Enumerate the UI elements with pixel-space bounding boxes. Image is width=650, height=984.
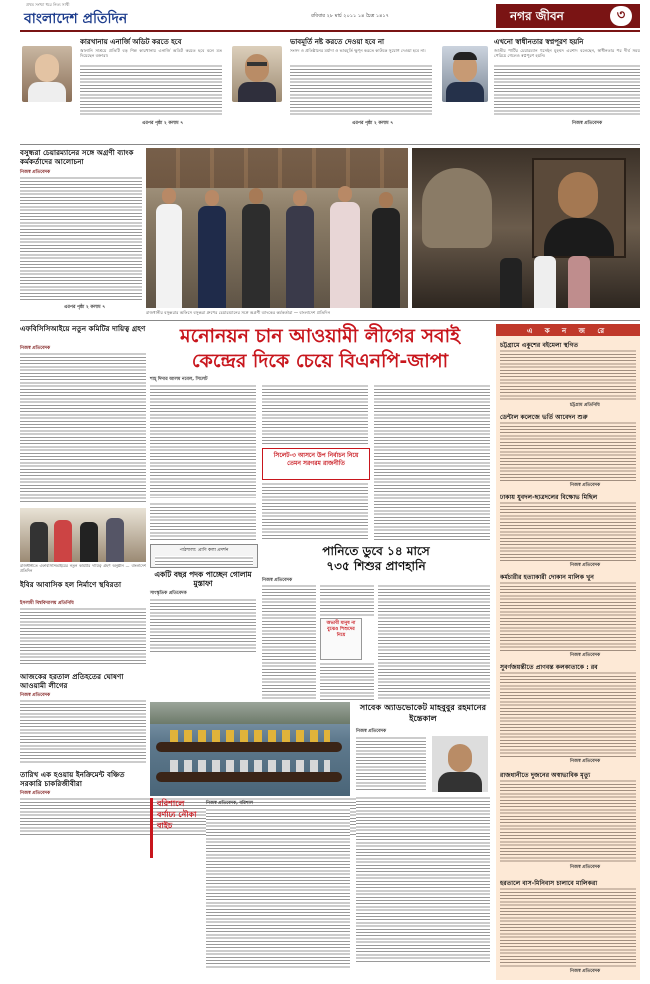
side-news-6-source: নিজস্ব প্রতিবেদক (570, 865, 601, 870)
increment-byline: নিজস্ব প্রতিবেদক (20, 791, 51, 796)
portrait-photo (442, 46, 488, 102)
fbcci-byline: নিজস্ব প্রতিবেদক (20, 346, 51, 351)
page-number: ৩ (616, 8, 626, 23)
hall-headline: ইবির আবাসিক হল নির্মাণে স্থবিরতা (20, 580, 122, 589)
side-news-2-headline: ডেন্টাল কলেজে ভর্তি আবেদন শুরু (500, 414, 588, 421)
drowning-box-text: অভাবী মানুষ না বুঝেও শিশুদের নিয়ে (326, 621, 356, 638)
hall-byline: ইসলামী বিশ্ববিদ্যালয় প্রতিনিধি (20, 601, 74, 606)
top-story-1-text: জ্বালানি সাশ্রয়ে প্রতিটি বড় শিল্প কারখানায় এনার্জি অডিট করতে হবে বলে মত দিয়েছেন বক্তারা। (80, 48, 222, 59)
drowning-byline: নিজস্ব প্রতিবেদক (262, 578, 293, 583)
side-news-3-headline: ঢাকায় যুবদল-ছাত্রদলের বিক্ষোভ মিছিল (500, 494, 598, 501)
fbcci-photo (20, 508, 146, 562)
boat-race-title-box (150, 798, 205, 858)
fbcci-headline: এফবিসিসিআইয়ে নতুন কমিটির দায়িত্ব গ্রহণ (20, 324, 146, 333)
boat-race-story (206, 800, 350, 960)
side-news-1-source: চট্টগ্রাম প্রতিনিধি (570, 403, 600, 408)
top-story-2-headline: ভাবমূর্তি নষ্ট করতে দেওয়া হবে না (290, 38, 385, 46)
portrait-photo (22, 46, 72, 102)
top-story-2 (232, 36, 432, 140)
award-byline: সাংস্কৃতিক প্রতিবেদক (150, 591, 187, 596)
photo-caption: রাজধানীর বসুন্ধরার অফিসে বসুন্ধরা গ্রুপের চেয়ারম্যানের সঙ্গে অগ্রণী ব্যাংকের কর্মকর্তারা — বাংলাদেশ প্রতিদিন (146, 310, 331, 315)
top-story-3-byline: নিজস্ব প্রতিবেদক (572, 121, 603, 126)
lead-headline-line2: কেন্দ্রের দিকে চেয়ে বিএনপি-জাপা (191, 350, 449, 372)
drowning-headline-line2: ৭৩৫ শিশুর প্রাণহানি (326, 559, 426, 573)
masthead-tagline: প্রথম সংখ্যা ধরে নিত্য সাথী (26, 2, 70, 7)
increment-story (20, 770, 146, 960)
top-story-2-continued: এরপর পৃষ্ঠা ২ কলাম ৭ (352, 121, 394, 126)
top-story-1-continued: এরপর পৃষ্ঠা ২ কলাম ৭ (142, 121, 184, 126)
top-story-1 (22, 36, 222, 140)
obituary-story (356, 702, 490, 964)
top-story-3 (442, 36, 640, 140)
mini-box-caption: পাঠশালা: প্রাণি কলা প্রদর্শন (179, 548, 229, 553)
sidebar-band (496, 324, 640, 336)
obituary-headline: সাবেক অ্যাডভোকেট মাহবুবুর রহমানের ইন্তেকাল (359, 702, 487, 723)
meeting-continued: এরপর পৃষ্ঠা ২ কলাম ৭ (64, 305, 106, 310)
drowning-box (320, 618, 362, 660)
side-news-4-headline: কর্মচারীর হত্যাকারী দোকান মালিক খুন (500, 574, 594, 581)
page-number-badge (610, 6, 632, 26)
side-news-7-source: নিজস্ব প্রতিবেদক (570, 969, 601, 974)
meeting-story (20, 148, 142, 316)
portrait-photo (232, 46, 282, 102)
boat-race-headline: বরিশালে বর্ণাঢ্য নৌকা বাইচ (157, 799, 197, 830)
strike-byline: নিজস্ব প্রতিবেদক (20, 693, 51, 698)
section-name: নগর জীবন (510, 9, 564, 23)
meeting-byline: নিজস্ব প্রতিবেদক (20, 170, 51, 175)
hall-story (20, 580, 146, 666)
side-news-3-source: নিজস্ব প্রতিবেদক (570, 563, 601, 568)
masthead-logo: বাংলাদেশ প্রতিদিন (24, 11, 128, 27)
award-headline: একটি বছর পদক পাচ্ছেন গোলাম মুস্তাফা (154, 570, 252, 589)
fbcci-photo-caption: রাজধানীতে এফবিসিসিআইয়ের নতুন কমিটির দায়িত্ব গ্রহণ অনুষ্ঠান — বাংলাদেশ প্রতিদিন (20, 564, 146, 573)
masthead (0, 0, 650, 30)
portrait-hall-photo (412, 148, 640, 308)
top-story-3-text: জাতীয় পার্টির চেয়ারম্যান হুসেইন মুহম্মদ এরশাদ বলেছেন, স্বাধীনতার পর দীর্ঘ সময় পেরিয়ে গেলেও স্বপ্নপূরণ হয়নি। (494, 48, 640, 59)
lead-box-text: সিলেট-৩ আসনে উপ নির্বাচন নিয়ে তেমন সরগরম রাজনীতি (273, 452, 359, 467)
side-news-7-headline: হরতালে বাস-মিনিবাস চালাবে মালিকরা (500, 880, 598, 887)
fbcci-story (20, 324, 146, 574)
obituary-portrait (432, 736, 488, 792)
sidebar-title: এ ক ন জ রে (526, 327, 610, 335)
obituary-byline: নিজস্ব প্রতিবেদক (356, 729, 387, 734)
masthead-date: রবিবার ২৮ মার্চ ২০১১ ১৪ চৈত্র ১৪১৭ (311, 13, 389, 19)
masthead-rule (20, 30, 640, 32)
lead-headline-line1: মনোনয়ন চান আওয়ামী লীগের সবাই (180, 325, 460, 347)
drowning-headline-line1: পানিতে ডুবে ১৪ মাসে (322, 544, 430, 558)
drowning-story (262, 544, 490, 700)
boat-race-photo (150, 702, 350, 796)
top-story-1-headline: কারখানায় এনার্জি অডিট করতে হবে (80, 38, 182, 46)
lead-byline: শাহ্ দিদার আলম নবেল, সিলেট (150, 377, 208, 382)
increment-headline: তারিখ এক হওয়ায় ইনক্রিমেন্ট বঞ্চিত সরকারি চাকরিজীবীরা (20, 770, 125, 788)
mini-box (150, 544, 258, 568)
strike-story (20, 672, 146, 764)
side-news-6-headline: রাজধানীতে দুজনের অস্বাভাবিক মৃত্যু (500, 772, 591, 779)
side-news-4-source: নিজস্ব প্রতিবেদক (570, 653, 601, 658)
side-news-2-source: নিজস্ব প্রতিবেদক (570, 483, 601, 488)
meeting-photo (146, 148, 408, 308)
lead-box (262, 448, 370, 480)
sidebar (496, 324, 640, 980)
side-news-5-source: নিজস্ব প্রতিবেদক (570, 759, 601, 764)
top-story-3-headline: এখনো স্বাধীনতার স্বপ্নপূরণ হয়নি (494, 38, 584, 46)
top-story-2-text: সংসদ ও প্রতিষ্ঠানের মর্যাদা ও ভাবমূর্তি ক্ষুণ্ন করতে কাউকে সুযোগ দেওয়া হবে না। (290, 48, 426, 53)
section-band (496, 4, 640, 28)
boat-race-byline: নিজস্ব প্রতিবেদক, বরিশাল (206, 801, 254, 806)
side-news-1-headline: চট্টগ্রামে একুশের বইমেলা স্থগিত (500, 342, 579, 349)
award-story (150, 544, 256, 654)
side-news-5-headline: সুবর্ণজয়ন্তীতে প্রাণবন্ত কলকাতাকে : রব (500, 664, 598, 671)
lead-story (150, 324, 490, 542)
meeting-headline: বসুন্ধরা চেয়ারম্যানের সঙ্গে অগ্রণী ব্যাংক কর্মকর্তাদের আলোচনা (20, 148, 134, 166)
strike-headline: আজকের হরতাল প্রতিহতের ঘোষণা আওয়ামী লীগের (20, 672, 124, 690)
